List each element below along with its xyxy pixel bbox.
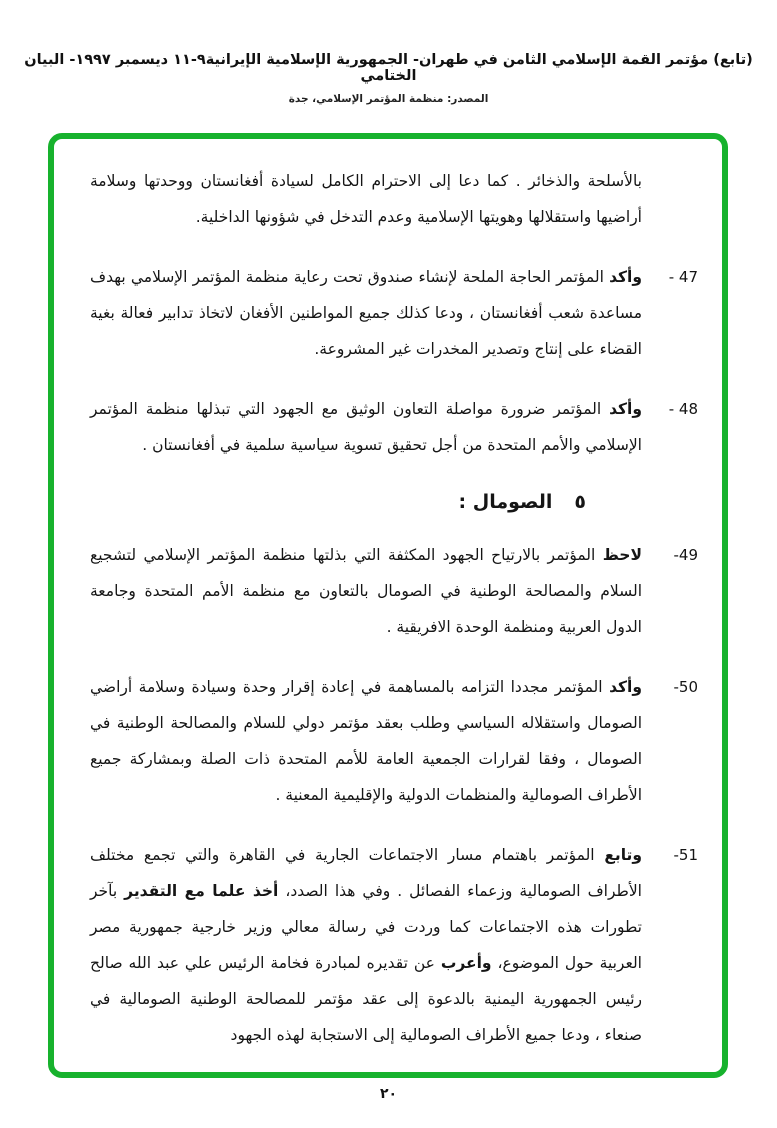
paragraph-continuation: بالأسلحة والذخائر . كما دعا إلى الاحترام الكامل لسيادة أفغانستان ووحدتها وسلامة أراضيها واستقلالها وهويتها الإسلامية وعدم التدخل في شؤونها الداخلية. [90, 172, 642, 226]
paragraph-47 [90, 259, 698, 367]
paragraph-47-number: 47 - [668, 268, 698, 286]
header-source: المصدر: منظمة المؤتمر الإسلامي، جدة [288, 93, 489, 105]
header-title: (تابع) مؤتمر القمة الإسلامي الثامن في طهران- الجمهورية الإسلامية الإيرانية٩-١١ ديسمبر ١٩٩٧- البيان الختامي [24, 52, 753, 84]
paragraph-49-text [90, 537, 642, 645]
section-title: الصومال : [458, 491, 553, 513]
paragraph-48-rest: المؤتمر ضرورة مواصلة التعاون الوثيق مع الجهود التي تبذلها منظمة المؤتمر الإسلامي والأمم المتحدة من أجل تحقيق تسوية سياسية سلمية في أفغانستان . [90, 400, 642, 454]
paragraph-48-lead: وأكد [609, 400, 642, 418]
paragraph-51-number: 51- [673, 846, 698, 864]
green-frame [48, 133, 728, 1078]
paragraph-49-lead: لاحظ [602, 546, 642, 564]
paragraph-51-segment-2: بآخر تطورات هذه الاجتماعات كما وردت في رسالة معالي وزير خارجية جمهورية مصر العربية حول الموضوع، [90, 882, 642, 972]
paragraph-50-text [90, 669, 642, 813]
page-number: ٢٠ [379, 1086, 398, 1102]
paragraph-48 [90, 391, 698, 463]
paragraph-48-number: 48 - [668, 400, 698, 418]
paragraph-47-text [90, 259, 642, 367]
paragraph-51-lead: وتابع [604, 846, 642, 864]
document-header [0, 52, 777, 105]
paragraph-50-number: 50- [673, 678, 698, 696]
document-body [54, 139, 722, 1053]
paragraph-51-text [90, 837, 642, 1053]
paragraph-49-number: 49- [673, 546, 698, 564]
paragraph-51-segment-3: عن تقديره لمبادرة فخامة الرئيس علي عبد الله صالح رئيس الجمهورية اليمنية بالدعوة إلى عقد مؤتمر للمصالحة الوطنية الصومالية في صنعاء ، ودعا جميع الأطراف الصومالية إلى الاستجابة لهذه الجهود [90, 954, 642, 1044]
section-number: ٥ [574, 491, 586, 513]
paragraph-51-bold-took-note: أخذ علما مع التقدير [124, 882, 279, 900]
paragraph-51 [90, 837, 698, 1053]
section-heading-somalia [90, 487, 586, 517]
paragraph-51-bold-expressed: وأعرب [440, 954, 492, 972]
paragraph-50-lead: وأكد [609, 678, 642, 696]
paragraph-50-rest: المؤتمر مجددا التزامه بالمساهمة في إعادة إقرار وحدة وسيادة وسلامة أراضي الصومال واستقلاله السياسي وطلب بعقد مؤتمر دولي للسلام والمصالحة الوطنية في الصومال ، وفقا لقرارات الجمعية العامة للأمم المتحدة ذات الصلة وبمشاركة جميع الأطراف الصومالية والمنظمات الدولية والإقليمية المعنية . [90, 678, 642, 804]
paragraph-50 [90, 669, 698, 813]
paragraph-51-segment-1: المؤتمر باهتمام مسار الاجتماعات الجارية في القاهرة والتي تجمع مختلف الأطراف الصومالية وزعماء الفصائل . وفي هذا الصدد، [90, 846, 642, 900]
paragraph-47-lead: وأكد [609, 268, 642, 286]
paragraph-49-rest: المؤتمر بالارتياح الجهود المكثفة التي بذلتها منظمة المؤتمر الإسلامي لتشجيع السلام والمصالحة الوطنية في الصومال بالتعاون مع منظمة الأمم المتحدة وجامعة الدول العربية ومنظمة الوحدة الافريقية . [90, 546, 642, 636]
paragraph-49 [90, 537, 698, 645]
paragraph-48-text [90, 391, 642, 463]
paragraph-47-rest: المؤتمر الحاجة الملحة لإنشاء صندوق تحت رعاية منظمة المؤتمر الإسلامي بهدف مساعدة شعب أفغانستان ، ودعا كذلك جميع المواطنين الأفغان لاتخاذ تدابير فعالة بغية القضاء على إنتاج وتصدير المخدرات غير المشروعة. [90, 268, 642, 358]
